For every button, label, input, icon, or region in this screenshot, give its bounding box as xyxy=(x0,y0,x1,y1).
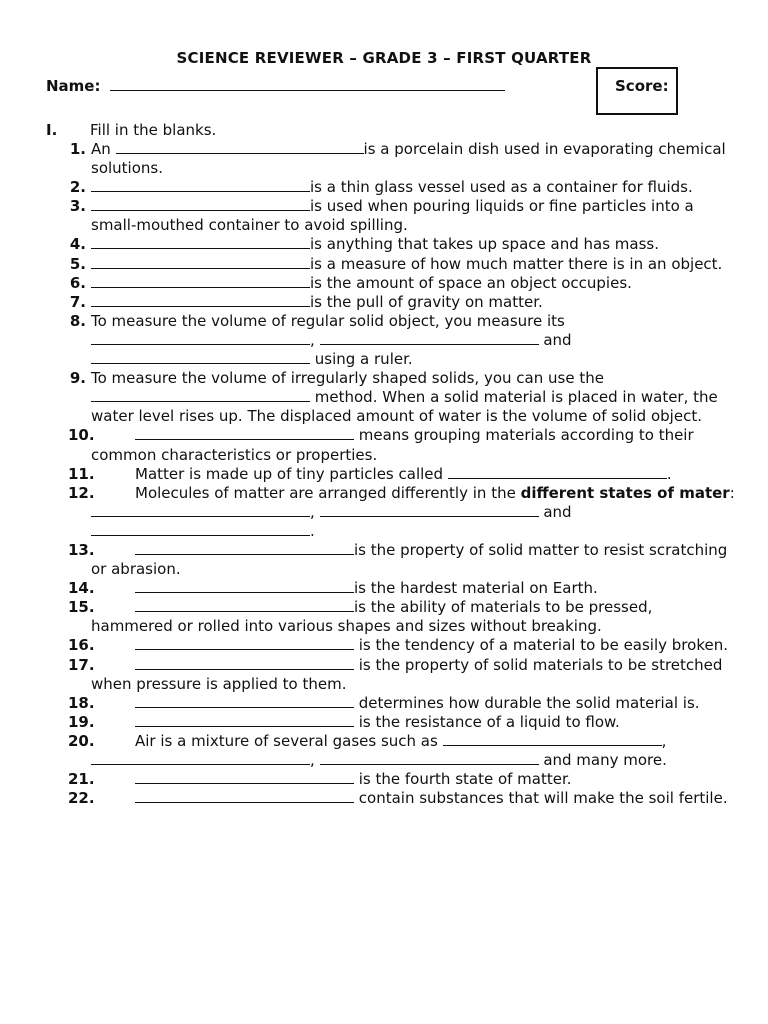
answer-blank[interactable] xyxy=(448,466,667,479)
question-21 xyxy=(46,770,736,789)
answer-blank[interactable] xyxy=(91,504,310,517)
question-number: 13. xyxy=(68,540,95,559)
question-number: 14. xyxy=(68,579,95,598)
question-text: and xyxy=(538,330,572,349)
question-text: is a porcelain dish used in evaporating chemical solutions. xyxy=(91,140,726,178)
worksheet-title: SCIENCE REVIEWER – GRADE 3 – FIRST QUARTER xyxy=(176,49,592,67)
question-4 xyxy=(46,235,736,254)
question-19 xyxy=(46,713,736,732)
question-text: is a thin glass vessel used as a container for fluids. xyxy=(310,178,693,197)
question-text: is the ability of materials to be pressed, hammered or rolled into various shapes and sizes without breaking. xyxy=(91,598,653,636)
answer-blank[interactable] xyxy=(320,332,539,345)
question-text: To measure the volume of regular solid object, you measure its xyxy=(91,311,565,330)
question-text: contain substances that will make the soil fertile. xyxy=(354,789,728,808)
question-text: means grouping materials according to their common characteristics or properties. xyxy=(91,426,694,464)
answer-blank[interactable] xyxy=(91,198,310,211)
question-10 xyxy=(46,426,736,464)
question-number: 2. xyxy=(69,178,86,197)
answer-blank[interactable] xyxy=(91,275,310,288)
answer-blank[interactable] xyxy=(91,236,310,249)
question-20 xyxy=(46,732,736,770)
question-text: is the hardest material on Earth. xyxy=(354,579,598,598)
question-text: is anything that takes up space and has mass. xyxy=(310,235,659,254)
question-number: 6. xyxy=(69,273,86,292)
question-text: , xyxy=(310,502,320,521)
question-list xyxy=(46,140,736,808)
question-13 xyxy=(46,541,736,579)
question-text: is the fourth state of matter. xyxy=(354,770,572,789)
question-emphasis: different states of mater xyxy=(520,483,730,502)
question-text: , xyxy=(661,731,667,750)
question-text: To measure the volume of irregularly shaped solids, you can use the xyxy=(91,369,604,388)
question-18 xyxy=(46,694,736,713)
name-label: Name: xyxy=(46,77,101,95)
answer-blank[interactable] xyxy=(91,332,310,345)
answer-blank[interactable] xyxy=(91,389,310,402)
answer-blank[interactable] xyxy=(135,580,354,593)
answer-blank[interactable] xyxy=(135,771,354,784)
question-number: 17. xyxy=(68,655,95,674)
question-text: and xyxy=(538,502,572,521)
question-7 xyxy=(46,293,736,312)
question-text: An xyxy=(91,140,116,158)
name-blank[interactable] xyxy=(110,76,505,91)
answer-blank[interactable] xyxy=(91,294,310,307)
section-fill-in-the-blanks xyxy=(46,121,736,808)
question-number: 12. xyxy=(68,483,95,502)
question-2 xyxy=(46,178,736,197)
answer-blank[interactable] xyxy=(135,637,354,650)
question-text: , xyxy=(310,751,320,769)
score-label: Score: xyxy=(615,77,669,95)
question-text: , xyxy=(310,330,320,349)
question-text: . xyxy=(666,464,672,483)
score-box[interactable] xyxy=(596,67,678,115)
question-text: and many more. xyxy=(538,751,667,769)
question-text: : xyxy=(729,483,735,502)
question-text: is the resistance of a liquid to flow. xyxy=(354,712,620,731)
question-11 xyxy=(46,465,736,484)
answer-blank[interactable] xyxy=(91,351,310,364)
answer-blank[interactable] xyxy=(320,504,539,517)
answer-blank[interactable] xyxy=(135,427,354,440)
answer-blank[interactable] xyxy=(443,733,662,746)
answer-blank[interactable] xyxy=(135,542,354,555)
question-text: is the amount of space an object occupies. xyxy=(310,273,632,292)
question-text: method. When a solid material is placed in water, the water level rises up. The displaced amount of water is the volume of solid object. xyxy=(91,388,718,426)
question-8 xyxy=(46,312,736,369)
question-text: . xyxy=(310,521,315,540)
question-text: is the tendency of a material to be easily broken. xyxy=(354,636,728,655)
question-6 xyxy=(46,274,736,293)
question-number: 16. xyxy=(68,636,95,655)
question-number: 22. xyxy=(68,789,95,808)
question-text: determines how durable the solid material is. xyxy=(354,693,700,712)
answer-blank[interactable] xyxy=(135,695,354,708)
question-number: 7. xyxy=(69,292,86,311)
question-12 xyxy=(46,484,736,541)
answer-blank[interactable] xyxy=(91,752,310,765)
answer-blank[interactable] xyxy=(116,141,364,154)
question-text: is the property of solid matter to resist scratching or abrasion. xyxy=(91,540,728,579)
question-5 xyxy=(46,255,736,274)
question-text: Matter is made up of tiny particles called xyxy=(135,464,448,483)
question-number: 18. xyxy=(68,693,95,712)
question-number: 9. xyxy=(69,369,86,388)
question-3 xyxy=(46,197,736,235)
question-number: 8. xyxy=(69,311,86,330)
question-number: 21. xyxy=(68,770,95,789)
section-number: I. xyxy=(46,121,58,139)
question-17 xyxy=(46,656,736,694)
question-text: Air is a mixture of several gases such as xyxy=(135,731,443,750)
question-number: 3. xyxy=(69,197,86,216)
question-number: 1. xyxy=(69,140,86,158)
question-number: 5. xyxy=(69,254,86,273)
question-number: 19. xyxy=(68,712,95,731)
answer-blank[interactable] xyxy=(135,599,354,612)
answer-blank[interactable] xyxy=(91,179,310,192)
question-text: is the property of solid materials to be stretched when pressure is applied to them. xyxy=(91,655,723,693)
question-number: 10. xyxy=(68,426,95,445)
section-heading xyxy=(46,121,736,140)
answer-blank[interactable] xyxy=(135,714,354,727)
name-row xyxy=(46,76,505,95)
question-number: 20. xyxy=(68,731,95,750)
question-number: 15. xyxy=(68,598,95,617)
question-22 xyxy=(46,789,736,808)
answer-blank[interactable] xyxy=(135,657,354,670)
question-16 xyxy=(46,636,736,655)
question-15 xyxy=(46,598,736,636)
question-number: 4. xyxy=(69,235,86,254)
question-text: Molecules of matter are arranged differently in the xyxy=(135,483,521,502)
question-text: is used when pouring liquids or fine particles into a small-mouthed container to avoid spilling. xyxy=(91,197,694,235)
question-14 xyxy=(46,579,736,598)
question-text: is the pull of gravity on matter. xyxy=(310,292,543,311)
question-9 xyxy=(46,369,736,426)
answer-blank[interactable] xyxy=(91,523,310,536)
answer-blank[interactable] xyxy=(91,256,310,269)
answer-blank[interactable] xyxy=(320,752,539,765)
question-text: using a ruler. xyxy=(310,350,413,369)
question-1 xyxy=(46,140,736,178)
answer-blank[interactable] xyxy=(135,790,354,803)
question-text: is a measure of how much matter there is in an object. xyxy=(310,254,723,273)
section-instruction: Fill in the blanks. xyxy=(90,121,217,139)
question-number: 11. xyxy=(68,464,95,483)
